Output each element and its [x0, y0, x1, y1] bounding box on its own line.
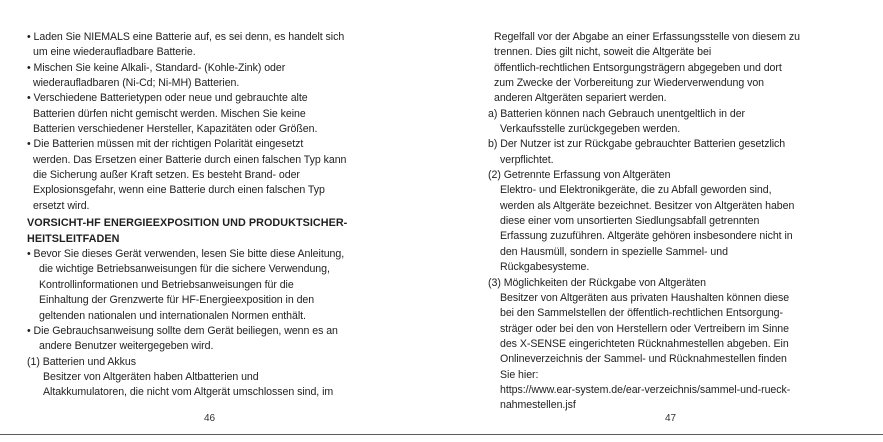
- text-line: die wichtige Betriebsanweisungen für die sichere Verwendung,: [39, 263, 330, 276]
- text-line: Besitzer von Altgeräten haben Altbatterien und: [43, 370, 259, 383]
- text-line: werden. Das Ersetzen einer Batterie durch einen falschen Typ kann: [33, 153, 347, 166]
- disposal-info-list: [488, 30, 838, 414]
- text-line: Elektro- und Elektronikgeräte, die zu Abfall geworden sind,: [500, 184, 772, 197]
- text-line: Regelfall vor der Abgabe an einer Erfassungsstelle von diesem zu: [494, 31, 800, 43]
- text-line: verpflichtet.: [500, 153, 554, 166]
- text-line: Sie hier:: [500, 368, 539, 381]
- text-line: den Hausmüll, sondern in spezielle Sammel- und: [500, 245, 728, 258]
- rf-safety-list: [27, 247, 383, 400]
- text-line: sträger oder bei den von Herstellern oder Vertreibern im Sinne: [500, 322, 789, 335]
- text-line: um eine wiederaufladbare Batterie.: [33, 46, 196, 59]
- text-line: öffentlich-rechtlichen Entsorgungsträgern abgegeben und dort: [494, 61, 782, 74]
- text-line: andere Benutzer weitergegeben wird.: [39, 340, 214, 353]
- text-line: Einhaltung der Grenzwerte für HF-Energieexposition in den: [39, 294, 315, 307]
- text-line: geltenden nationalen und internationalen Normen enthält.: [39, 309, 306, 322]
- left-page-content: [27, 30, 383, 401]
- text-line: Batterien verschiedener Hersteller, Kapazitäten oder Größen.: [33, 123, 318, 136]
- text-line: Rückgabesysteme.: [500, 261, 590, 274]
- section-heading-line: VORSICHT-HF ENERGIEEXPOSITION UND PRODUKTSICHER-: [27, 217, 348, 230]
- rf-exposure-heading: [27, 215, 383, 247]
- text-line: a) Batterien können nach Gebrauch unentgeltlich in der: [488, 107, 746, 120]
- text-line: • Die Batterien müssen mit der richtigen Polarität eingesetzt: [27, 138, 304, 151]
- text-line: https://www.ear-system.de/ear-verzeichnis/sammel-und-rueck-: [500, 383, 791, 396]
- text-line: des X-SENSE eingerichteten Rücknahmestellen abgeben. Ein: [500, 337, 789, 350]
- text-line: (1) Batterien und Akkus: [27, 355, 136, 368]
- text-line: (3) Möglichkeiten der Rückgabe von Altgeräten: [488, 276, 706, 289]
- text-line: Explosionsgefahr, wenn eine Batterie durch einen falschen Typ: [33, 184, 325, 197]
- text-line: • Mischen Sie keine Alkali-, Standard- (Kohle-Zink) oder: [27, 61, 286, 74]
- text-line: Altakkumulatoren, die nicht vom Altgerät umschlossen sind, im: [43, 386, 334, 399]
- text-line: b) Der Nutzer ist zur Rückgabe gebrauchter Batterien gesetzlich: [488, 138, 786, 151]
- page-number-right: 47: [665, 413, 677, 424]
- text-line: (2) Getrennte Erfassung von Altgeräten: [488, 169, 671, 182]
- text-line: anderen Altgeräten separiert werden.: [494, 92, 667, 105]
- page-left: [0, 0, 441, 442]
- text-line: Kontrollinformationen und Betriebsanweisungen für die: [39, 278, 294, 291]
- text-line: • Bevor Sie dieses Gerät verwenden, lesen Sie bitte diese Anleitung,: [27, 248, 345, 261]
- battery-safety-list: [27, 30, 383, 214]
- text-line: wiederaufladbaren (Ni-Cd; Ni-MH) Batterien.: [33, 77, 240, 90]
- text-line: nahmestellen.jsf: [500, 399, 576, 412]
- text-line: Erfassung zuzuführen. Altgeräte gehören insbesondere nicht in: [500, 230, 793, 243]
- bottom-divider: [0, 434, 883, 435]
- text-line: trennen. Dies gilt nicht, soweit die Altgeräte bei: [494, 46, 712, 59]
- text-line: werden als Altgeräte bezeichnet. Besitzer von Altgeräten haben: [500, 199, 795, 212]
- text-line: • Laden Sie NIEMALS eine Batterie auf, es sei denn, es handelt sich: [27, 31, 345, 43]
- text-line: Batterien dürfen nicht gemischt werden. Mischen Sie keine: [33, 107, 306, 120]
- text-line: • Die Gebrauchsanweisung sollte dem Gerät beiliegen, wenn es an: [27, 324, 338, 337]
- section-heading-line: HEITSLEITFADEN: [27, 233, 120, 246]
- right-page-content: [488, 30, 838, 414]
- text-line: bei den Sammelstellen der öffentlich-rechtlichen Entsorgung-: [500, 307, 783, 320]
- text-line: Onlineverzeichnis der Sammel- und Rücknahmestellen finden: [500, 353, 787, 366]
- text-line: zum Zwecke der Vorbereitung zur Wiederverwendung von: [494, 77, 765, 90]
- page-right: [441, 0, 883, 442]
- text-line: die Sicherung außer Kraft setzen. Es besteht Brand- oder: [33, 169, 300, 182]
- text-line: diese einer vom unsortierten Siedlungsabfall getrennten: [500, 215, 760, 228]
- text-line: Verkaufsstelle zurückgegeben werden.: [500, 123, 681, 136]
- page-number-left: 46: [204, 413, 216, 424]
- text-line: • Verschiedene Batterietypen oder neue und gebrauchte alte: [27, 92, 308, 105]
- text-line: ersetzt wird.: [33, 199, 90, 212]
- text-line: Besitzer von Altgeräten aus privaten Haushalten können diese: [500, 291, 790, 304]
